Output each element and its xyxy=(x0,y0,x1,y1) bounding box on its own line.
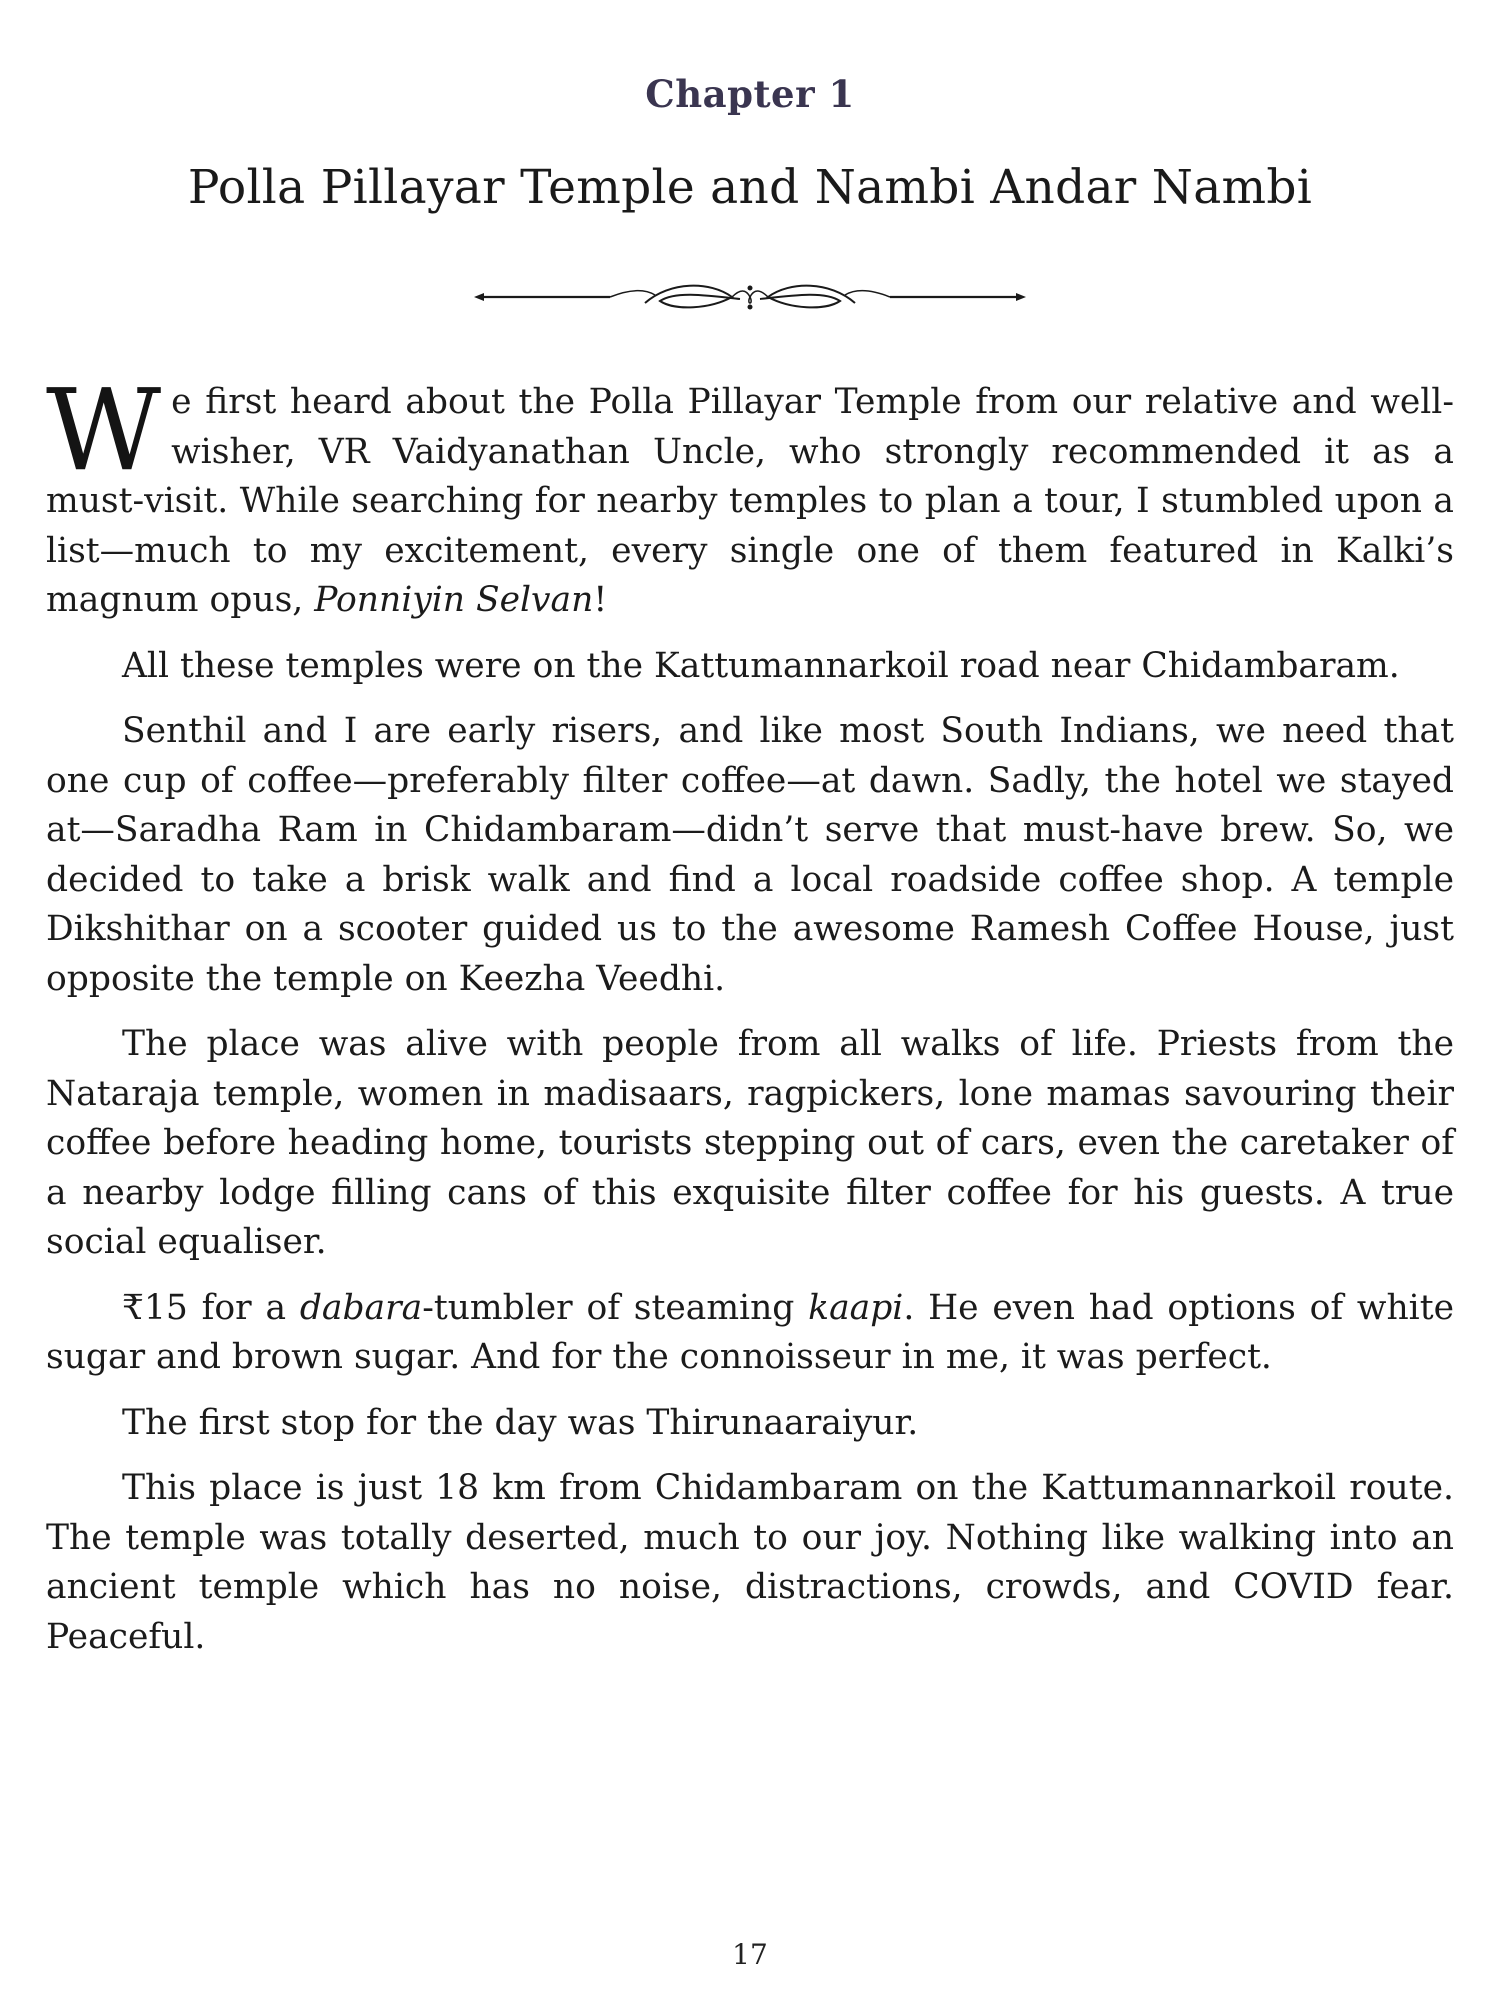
chapter-title: Polla Pillayar Temple and Nambi Andar Nambi xyxy=(187,160,1313,215)
paragraph-1-text: e first heard about the Polla Pillayar Temple from our relative and well-wisher, VR Vaidyanathan Uncle, who strongly recommended it as a must-visit. While searching for nearby temples to plan a tour, I stumbled upon a list—much to my excitement, every single one of them featured in Kalki’s magnum opus, xyxy=(46,382,1454,620)
paragraph-5-italic-kaapi: kaapi xyxy=(808,1287,904,1328)
drop-cap: W xyxy=(46,366,162,496)
paragraph-5 xyxy=(46,1284,1454,1383)
ornament-divider-icon xyxy=(470,277,1030,317)
paragraph-7: This place is just 18 km from Chidambaram on the Kattumannarkoil route. The temple was totally deserted, much to our joy. Nothing like walking into an ancient temple which has no noise, distractions, crowds, and COVID fear. Peaceful. xyxy=(46,1468,1454,1657)
paragraph-5-italic-dabara: dabara xyxy=(299,1287,423,1328)
page-number: 17 xyxy=(732,1938,768,1971)
paragraph-1 xyxy=(46,366,1454,626)
book-title-italic: Ponniyin Selvan xyxy=(314,580,594,620)
paragraph-4: The place was alive with people from all walks of life. Priests from the Nataraja temple, women in madisaars, ragpickers, lone mamas savouring their coffee before heading home, tourists stepping out of cars, even the caretaker of a nearby lodge filling cans of this exquisite filter coffee for his guests. A true social equaliser. xyxy=(46,1024,1454,1262)
chapter-body xyxy=(46,366,1454,1678)
paragraph-5-part-c: -tumbler of steaming xyxy=(422,1287,809,1328)
paragraph-5-part-e: . He even had options of white sugar and brown sugar. And for the connoisseur in me, it was perfect. xyxy=(46,1287,1454,1377)
paragraph-5-part-a: ₹15 for a xyxy=(122,1287,300,1328)
chapter-label: Chapter 1 xyxy=(645,72,855,116)
paragraph-1-end: ! xyxy=(593,580,608,620)
paragraph-3: Senthil and I are early risers, and like most South Indians, we need that one cup of coffee—preferably filter coffee—at dawn. Sadly, the hotel we stayed at—Saradha Ram in Chidambaram—didn’t serve that must-have brew. So, we decided to take a brisk walk and find a local roadside coffee shop. A temple Dikshithar on a scooter guided us to the awesome Ramesh Coffee House, just opposite the temple on Keezha Veedhi. xyxy=(46,711,1454,999)
paragraph-2: All these temples were on the Kattumannarkoil road near Chidambaram. xyxy=(122,645,1400,686)
paragraph-6: The first stop for the day was Thirunaaraiyur. xyxy=(122,1402,919,1443)
